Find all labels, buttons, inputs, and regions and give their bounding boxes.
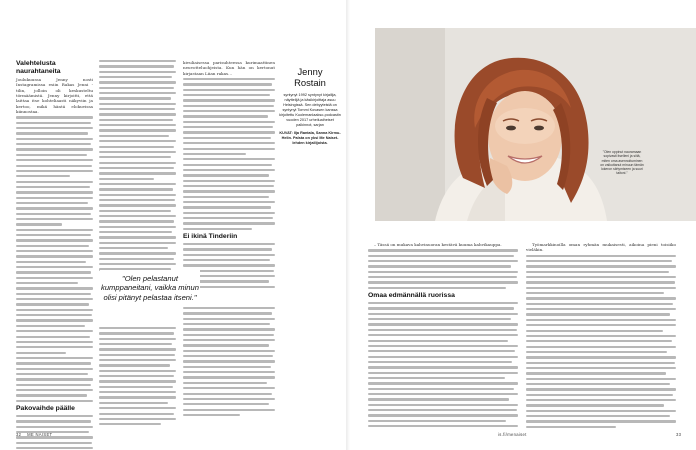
- right-column-1: [368, 242, 518, 430]
- right-column-2: [526, 242, 676, 431]
- article-paragraph: Työmarkkinoilla oman ryhmän mukaisesti, aikoina pieni toisiiko vieläkin.: [526, 242, 676, 253]
- article-column-2: [99, 60, 176, 274]
- bio-text: syntynyt 1992 syntynyt kirjailija, näyttelijä ja käsikirjoittaja asuu Helsingissä. Sen debyyteistä on syntynyt Tommi Kovasen kanssa kirjoitettu Kuolemanlaakso-podcastin vuoden 2017 urheiluaiheiset palkinnot, sarjan KUVAT: Ilja Rantala, Sanna Kirmu-Helin. Palsta on yksi Me Naiset-lehden kirjailijoista.: [279, 93, 341, 145]
- footer-url: is.fi/menaiset: [498, 432, 527, 437]
- page-gutter: [346, 0, 350, 450]
- bio-credits: KUVAT: Ilja Rantala, Sanna Kirmu-Helin. Palsta on yksi Me Naiset-lehden kirjailijoista.: [279, 131, 341, 145]
- portrait-illustration: [375, 28, 696, 221]
- article-column-3: [183, 60, 275, 291]
- article-paragraph: kivuliaisessa parisuhteessa kurimaattinen neuvotteluohjeista. Kun hän on kertonut kirjastaan Liian rakas…: [183, 60, 275, 76]
- right-page: [348, 0, 696, 450]
- body-text-block: [526, 255, 676, 428]
- article-column-3-lower: [183, 305, 275, 419]
- body-text-block: [183, 307, 275, 416]
- body-text-block: [16, 116, 93, 402]
- body-text-block: [99, 327, 176, 425]
- article-paragraph: Joulukuussa Jenny nosti Instagramissa esiin Rakas Jenni -tilin, jolloin oli keskusteltu törmäämistä. Jenny kirjoitti, että laittaa itse kohteliaasti näkyviin ja kertoo, mikä häntä elokuvissa kiinnostaa.: [16, 77, 93, 115]
- page-number: 33: [676, 432, 682, 437]
- section-heading: Ei ikinä Tinderiin: [183, 233, 238, 240]
- article-column-2-lower: [99, 325, 176, 429]
- magazine-name: ME NAISET: [27, 432, 53, 437]
- footer-left: [16, 432, 52, 437]
- body-text-block: [99, 60, 176, 271]
- article-paragraph: – Tässä on mukava kahvinuoran kestävä kuuma kahvikauppa.: [374, 242, 502, 247]
- body-text-block: [368, 302, 518, 427]
- body-text-block: [183, 78, 275, 230]
- section-heading: Omaa edmännällä ruorissa: [368, 292, 455, 300]
- page-number: 32: [16, 432, 22, 437]
- section-heading: Pakovaihde päälle: [16, 404, 75, 412]
- section-heading: Valehtelusta naurahtaneita: [16, 60, 61, 75]
- photo-caption: "Olen oppinut nauramaan sopivasti itselleni ja siitä, miten oma asennoituminen on vaikuttanut minuun tämän lokeron siirtymiseen ja suuri taitoni.": [600, 150, 644, 176]
- bio-name: Jenny Rostain: [294, 66, 326, 88]
- portrait-photo: [375, 28, 696, 221]
- pull-quote: "Olen pelastanut kumppaneitani, vaikka minun olisi pitänyt pelastaa itseni.": [100, 270, 200, 306]
- body-text-block: [368, 249, 518, 289]
- article-column-1: [16, 60, 93, 450]
